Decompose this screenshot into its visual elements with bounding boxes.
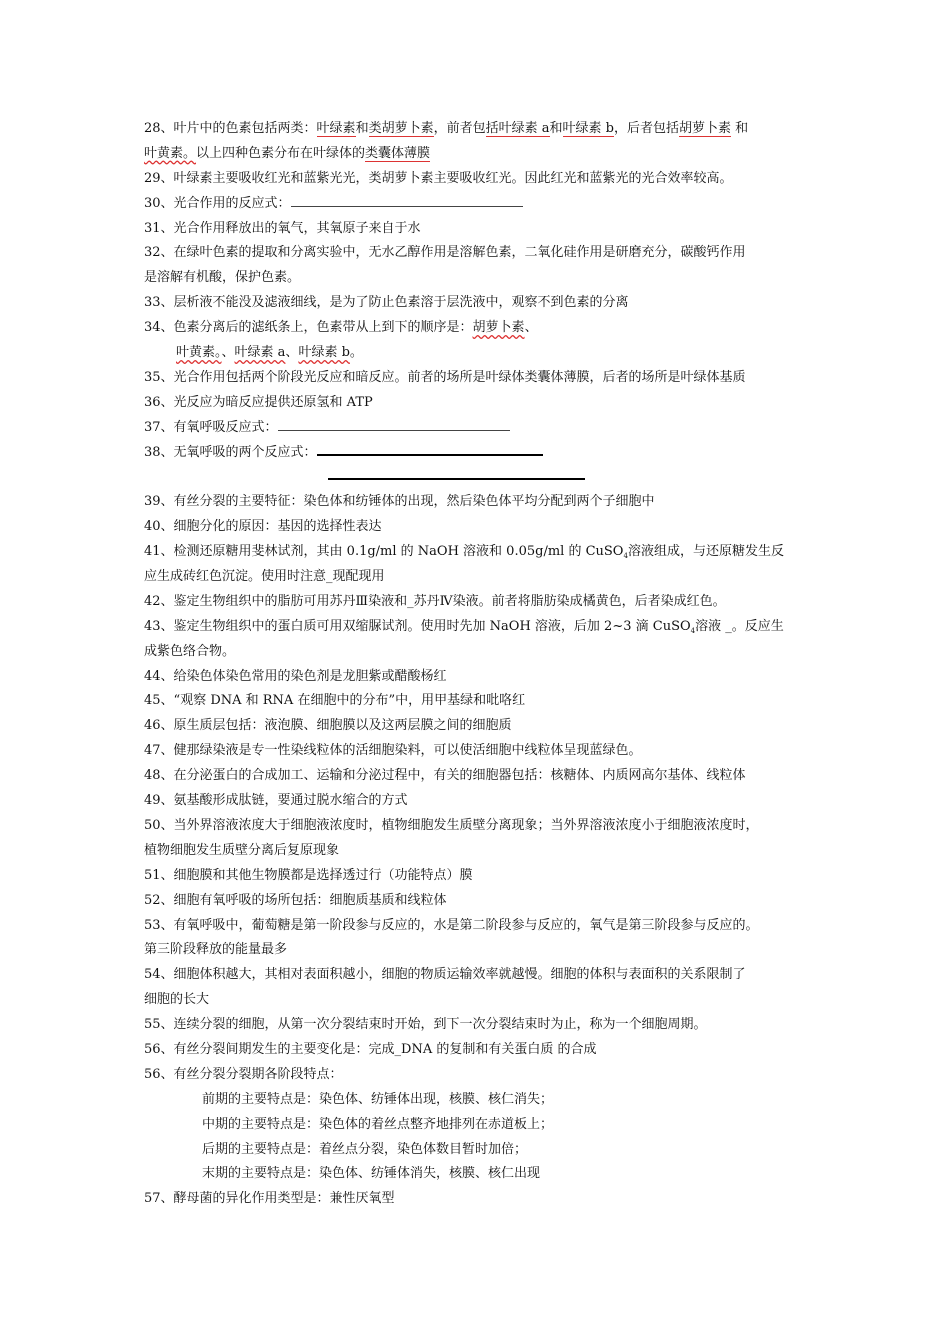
item-38-second-blank [144,465,814,490]
text: ，后者包括 [613,121,679,136]
item-53-line-1: 53、有氧呼吸中，葡萄糖是第一阶段参与反应的，水是第二阶段参与反应的，氧气是第三阶段参与反应的。 [144,917,759,933]
item-45: 45、“观察 DNA 和 RNA 在细胞中的分布”中，用甲基绿和吡咯红 [144,693,526,709]
text: 、 [285,345,299,361]
text: 和 [731,121,749,136]
phase-metaphase: 中期的主要特点是：染色体的着丝点整齐地排列在赤道板上； [202,1116,554,1132]
item-39: 39、有丝分裂的主要特征：染色体和纺锤体的出现，然后染色体平均分配到两个子细胞中 [144,494,655,510]
answer-blank: 叶绿素 b [298,345,350,361]
text: 43、鉴定生物组织中的蛋白质可用双缩脲试剂。使用时先加 NaOH 溶液，后加 2~3 滴 CuSO [144,618,691,634]
answer-blank: 叶绿素 a [234,345,286,361]
text: 溶液 _。反应生 [695,618,784,634]
item-31: 31、光合作用释放出的氧气，其氧原子来自于水 [144,220,421,236]
item-54-line-2: 细胞的长大 [144,992,210,1008]
item-41-line-1 [144,540,814,565]
item-56-a: 56、有丝分裂间期发生的主要变化是：完成_DNA 的复制和有关蛋白质 的合成 [144,1041,597,1057]
text: ，前者包 [433,121,486,136]
item-52: 52、细胞有氧呼吸的场所包括：细胞质基质和线粒体 [144,892,447,908]
text: 38、无氧呼吸的两个反应式： [144,444,317,460]
item-33: 33、层析液不能没及滤液细线，是为了防止色素溶于层洗液中，观察不到色素的分离 [144,295,629,311]
item-40: 40、细胞分化的原因：基因的选择性表达 [144,519,382,535]
answer-blank: 叶黄素。 [144,145,197,161]
item-35: 35、光合作用包括两个阶段光反应和暗反应。前者的场所是叶绿体类囊体薄膜，后者的场所是叶绿体基质 [144,369,746,385]
item-36: 36、光反应为暗反应提供还原氢和 ATP [144,394,373,410]
item-47: 47、健那绿染液是专一性染线粒体的活细胞染料，可以使活细胞中线粒体呈现蓝绿色。 [144,743,642,759]
answer-blank: 类囊体薄膜 [365,145,431,161]
formula-blank [278,418,510,431]
text: 和 [355,121,369,136]
phase-prophase: 前期的主要特点是：染色体、纺锤体出现，核膜、核仁消失； [202,1091,554,1107]
item-41-line-2: 应生成砖红色沉淀。使用时注意_现配现用 [144,569,385,585]
item-34-line-1 [144,316,814,341]
text: 。 [349,345,363,361]
text: 、 [221,345,235,361]
answer-blank: 胡萝卜素 [472,320,525,336]
phase-telophase: 末期的主要特点是：染色体、纺锤体消失，核膜、核仁出现 [202,1166,541,1182]
formula-blank [291,194,523,207]
item-46: 46、原生质层包括：液泡膜、细胞膜以及这两层膜之间的细胞质 [144,718,512,734]
text: 34、色素分离后的滤纸条上，色素带从上到下的顺序是： [144,320,473,336]
item-51: 51、细胞膜和其他生物膜都是选择透过行（功能特点）膜 [144,867,473,883]
formula-blank [317,442,543,456]
item-32-line-2: 是溶解有机酸，保护色素。 [144,270,301,286]
item-29: 29、叶绿素主要吸收红光和蓝紫光光，类胡萝卜素主要吸收红光。因此红光和蓝紫光的光合效率较高。 [144,170,733,186]
item-37 [144,416,814,441]
phase-anaphase: 后期的主要特点是：着丝点分裂，染色体数目暂时加倍； [202,1141,528,1157]
item-34-line-2 [144,341,814,366]
document-page [144,117,814,1212]
item-43-line-1 [144,615,814,640]
item-28-line-2 [144,142,814,167]
answer-blank: 类胡萝卜素 [368,121,434,136]
subscript: 4 [690,626,696,635]
item-56-b: 56、有丝分裂分裂期各阶段特点： [144,1066,343,1082]
subscript: 4 [623,552,628,561]
text: 溶液组成，与还原糖发生反 [627,544,784,560]
item-30 [144,192,814,217]
item-53-line-2: 第三阶段释放的能量最多 [144,942,288,958]
item-44: 44、给染色体染色常用的染色剂是龙胆紫或醋酸杨红 [144,668,447,684]
text: 37、有氧呼吸反应式： [144,419,278,435]
item-54-line-1: 54、细胞体积越大，其相对表面积越小，细胞的物质运输效率就越慢。细胞的体积与表面积的关系限制了 [144,967,746,983]
answer-blank: 叶绿素 b [562,121,614,136]
answer-blank: 括叶绿素 a [485,121,550,136]
item-43-line-2: 成紫色络合物。 [144,643,236,659]
item-49: 49、氨基酸形成肽链，要通过脱水缩合的方式 [144,793,408,809]
text: 28、叶片中的色素包括两类： [144,121,317,136]
item-55: 55、连续分裂的细胞，从第一次分裂结束时开始，到下一次分裂结束时为止，称为一个细胞周期。 [144,1017,707,1033]
answer-blank: 胡萝卜素 [679,121,732,136]
text: 30、光合作用的反应式： [144,195,291,211]
formula-blank [328,466,585,480]
text: 、 [524,320,538,336]
text: 和 [549,121,563,136]
item-42: 42、鉴定生物组织中的脂肪可用苏丹Ⅲ染液和_苏丹Ⅳ染液。前者将脂肪染成橘黄色，后者染成红色。 [144,593,726,609]
item-32-line-1: 32、在绿叶色素的提取和分离实验中，无水乙醇作用是溶解色素，二氧化硅作用是研磨充分，碳酸钙作用 [144,245,746,261]
item-57: 57、酵母菌的异化作用类型是：兼性厌氧型 [144,1191,395,1207]
answer-blank: 叶黄素。 [176,345,222,361]
item-48: 48、在分泌蛋白的合成加工、运输和分泌过程中，有关的细胞器包括：核糖体、内质网高尔基体、线粒体 [144,768,746,784]
item-38 [144,441,814,466]
text: 以上四种色素分布在叶绿体的 [196,145,366,161]
item-50-line-2: 植物细胞发生质壁分离后复原现象 [144,842,340,858]
item-50-line-1: 50、当外界溶液浓度大于细胞液浓度时，植物细胞发生质壁分离现象；当外界溶液浓度小于细胞液浓度时， [144,817,759,833]
answer-blank: 叶绿素 [316,121,356,136]
text: 41、检测还原糖用斐林试剂，其由 0.1g/ml 的 NaOH 溶液和 0.05g/ml 的 CuSO [144,544,624,560]
item-28-line-1 [144,117,814,142]
